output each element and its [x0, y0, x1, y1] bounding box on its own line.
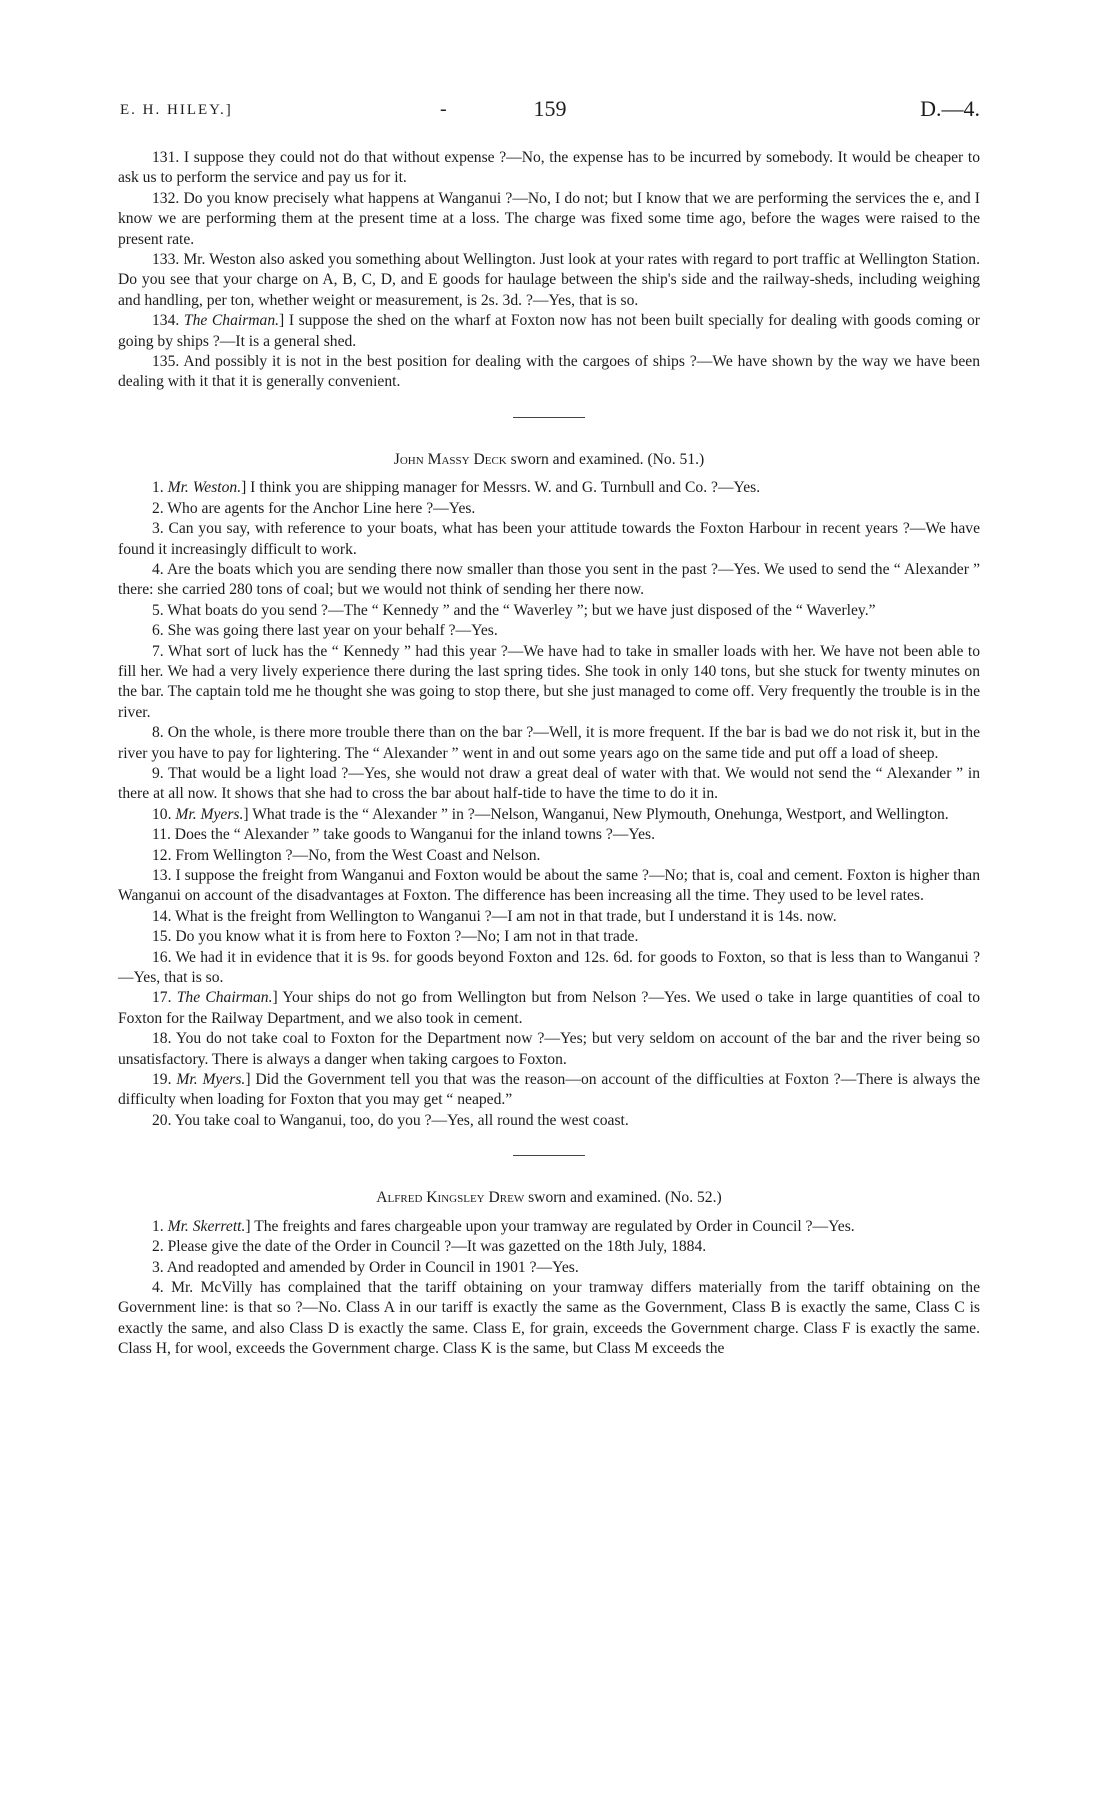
question-paragraph: [118, 988, 980, 1029]
question-paragraph: 4. Mr. McVilly has complained that the tariff obtaining on your tramway differs materially from the tariff obtaining on the Government line: is that so ?—No. Class A in our tariff is exactly the same as the Government, Class B is exactly the same, Class C is exactly the same, and also Class D is exactly the same. Class E, for grain, exceeds the Government charge. Class F is exactly the same. Class H, for wool, exceeds the Government charge. Class K is the same, but Class M exceeds the: [118, 1278, 980, 1358]
witness-name: Alfred Kingsley Drew: [376, 1189, 525, 1207]
question-text: ] What trade is the “ Alexander ” in ?—Nelson, Wanganui, New Plymouth, Onehunga, Westport, and Wellington.: [243, 805, 949, 823]
witness-name-header: E. H. HILEY.]: [120, 102, 233, 118]
witness-name: John Massy Deck: [393, 450, 507, 468]
question-paragraph: [118, 311, 980, 352]
section-divider: [513, 1155, 585, 1156]
question-text: ] I think you are shipping manager for Messrs. W. and G. Turnbull and Co. ?—Yes.: [241, 479, 761, 497]
question-paragraph: 11. Does the “ Alexander ” take goods to Wanganui for the inland towns ?—Yes.: [152, 826, 655, 844]
header-dash: -: [440, 98, 447, 120]
question-paragraph: 13. I suppose the freight from Wanganui and Foxton would be about the same ?—No; that is, coal and cement. Foxton is higher than Wanganui on account of the disadvantages at Foxton. The difference has been increasing all the time. They used to be level rates.: [118, 867, 980, 905]
question-paragraph: 16. We had it in evidence that it is 9s. for goods beyond Foxton and 12s. 6d. for goods to Foxton, so that is less than to Wanganui ?—Yes, that is so.: [118, 948, 980, 987]
question-paragraph: 20. You take coal to Wanganui, too, do you ?—Yes, all round the west coast.: [152, 1111, 629, 1129]
question-number: 10.: [152, 805, 176, 823]
speaker-name: Mr. Myers.: [176, 1071, 246, 1089]
question-paragraph: 18. You do not take coal to Foxton for the Department now ?—Yes; but very seldom on account of the bar and the river being so unsatisfactory. There is always a danger when taking cargoes to Foxton.: [118, 1030, 980, 1068]
witness-heading: [118, 450, 980, 470]
section-deck: [118, 450, 980, 1131]
question-paragraph: 14. What is the freight from Wellington to Wanganui ?—I am not in that trade, but I understand it is 14s. now.: [152, 907, 837, 925]
page-number: 159: [533, 96, 567, 121]
speaker-name: Mr. Skerrett.: [167, 1217, 246, 1235]
section-hiley-continued: [118, 148, 980, 393]
question-number: 134.: [152, 312, 184, 330]
question-paragraph: 12. From Wellington ?—No, from the West Coast and Nelson.: [152, 846, 541, 864]
page-header: [120, 96, 980, 126]
question-text: ] I suppose the shed on the wharf at Foxton now has not been built specially for dealing with goods coming or going by ships ?—It is a general shed.: [118, 312, 980, 350]
question-paragraph: 131. I suppose they could not do that without expense ?—No, the expense has to be incurred by somebody. It would be cheaper to ask us to perform the service and pay us for it.: [118, 149, 980, 187]
question-paragraph: [118, 1070, 980, 1111]
document-reference: D.—4.: [920, 96, 980, 121]
section-drew: [118, 1188, 980, 1359]
question-paragraph: 6. She was going there last year on your behalf ?—Yes.: [152, 622, 498, 640]
question-paragraph: 3. Can you say, with reference to your boats, what has been your attitude towards the Foxton Harbour in recent years ?—We have found it increasingly difficult to work.: [118, 520, 980, 558]
question-paragraph: 9. That would be a light load ?—Yes, she would not draw a great deal of water with that. We would not send the “ Alexander ” in there at all now. It shows that she had to cross the bar about half-tide to have the time to do it in.: [118, 764, 980, 803]
question-paragraph: 2. Who are agents for the Anchor Line here ?—Yes.: [152, 499, 476, 517]
question-text: ] The freights and fares chargeable upon your tramway are regulated by Order in Council ?—Yes.: [245, 1217, 855, 1235]
witness-heading: [118, 1188, 980, 1208]
question-text: ] Did the Government tell you that was the reason—on account of the difficulties at Foxton ?—There is always the difficulty when loading for Foxton that you may get “ neaped.”: [118, 1071, 981, 1109]
witness-heading-rest: sworn and examined. (No. 51.): [506, 450, 705, 468]
section-divider: [513, 417, 585, 418]
question-text: ] Your ships do not go from Wellington but from Nelson ?—Yes. We used o take in large quantities of coal to Foxton for the Railway Department, and we also took in cement.: [118, 989, 980, 1027]
question-number: 19.: [152, 1071, 177, 1089]
speaker-name: The Chairman.: [176, 989, 273, 1007]
speaker-name: Mr. Myers.: [175, 805, 244, 823]
question-paragraph: 5. What boats do you send ?—The “ Kennedy ” and the “ Waverley ”; but we have just disposed of the “ Waverley.”: [152, 601, 876, 619]
question-paragraph: 135. And possibly it is not in the best position for dealing with the cargoes of ships ?—We have shown by the way we have been dealing with it that it is generally convenient.: [118, 353, 980, 391]
question-paragraph: 3. And readopted and amended by Order in Council in 1901 ?—Yes.: [152, 1258, 579, 1276]
question-paragraph: 4. Are the boats which you are sending there now smaller than those you sent in the past ?—Yes. We used to send the “ Alexander ” there: she carried 280 tons of coal; but we would not think of sending her there now.: [118, 560, 980, 599]
question-paragraph: 8. On the whole, is there more trouble there than on the bar ?—Well, it is more frequent. If the bar is bad we do not risk it, but in the river you have to pay for lightering. The “ Alexander ” went in and out some years ago on the same tide and put off a load of sheep.: [118, 724, 980, 762]
speaker-name: Mr. Weston.: [167, 479, 242, 497]
page-body: [118, 148, 980, 1360]
question-paragraph: 15. Do you know what it is from here to Foxton ?—No; I am not in that trade.: [152, 928, 639, 946]
question-paragraph: [118, 478, 980, 498]
question-paragraph: 132. Do you know precisely what happens at Wanganui ?—No, I do not; but I know that we are performing the services the e, and I know we are performing them at the present time at a loss. The charge was fixed some time ago, before the wages were raised to the present rate.: [118, 189, 980, 248]
question-paragraph: 7. What sort of luck has the “ Kennedy ” had this year ?—We have had to take in smaller loads with her. We have not been able to fill her. We had a very lively experience there during the last spring tides. She took in only 140 tons, but she stuck for twenty minutes on the bar. The captain told me he thought she was going to stop there, but she just managed to come off. Very frequently the trouble is in the river.: [118, 642, 980, 721]
question-number: 17.: [152, 989, 177, 1007]
speaker-name: The Chairman.: [183, 312, 280, 330]
question-paragraph: [118, 1217, 980, 1237]
question-paragraph: 133. Mr. Weston also asked you something about Wellington. Just look at your rates with regard to port traffic at Wellington Station. Do you see that your charge on A, B, C, D, and E goods for haulage between the ship's side and the railway-sheds, including weighing and handling, per ton, whether weight or measurement, is 2s. 3d. ?—Yes, that is so.: [118, 251, 980, 309]
witness-heading-rest: sworn and examined. (No. 52.): [524, 1189, 722, 1207]
question-paragraph: 2. Please give the date of the Order in Council ?—It was gazetted on the 18th July, 1884.: [152, 1238, 707, 1256]
question-number: 1.: [152, 1217, 168, 1235]
question-number: 1.: [152, 479, 168, 497]
question-paragraph: [118, 805, 980, 825]
